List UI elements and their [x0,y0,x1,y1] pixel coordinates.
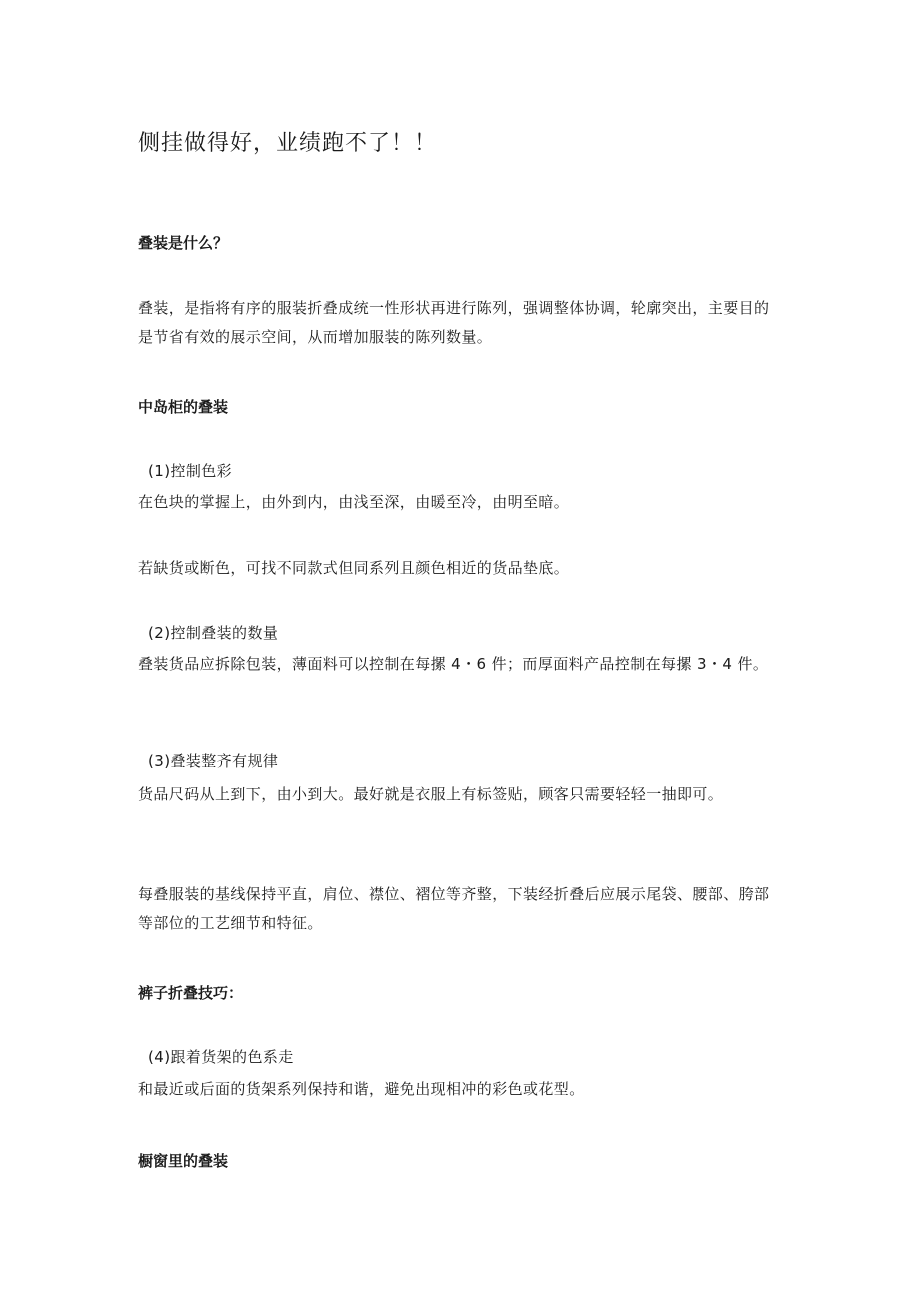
section-heading-what: 叠装是什么？ [138,234,229,252]
subheading-2: (2)控制叠装的数量 [148,624,279,642]
page-title: 侧挂做得好，业绩跑不了！！ [138,131,438,156]
subheading-3: (3)叠装整齐有规律 [148,752,279,770]
subheading-1: (1)控制色彩 [148,462,233,480]
paragraph-4: 货品尺码从上到下，由小到大。最好就是衣服上有标签贴，顾客只需要轻轻一抽即可。 [138,785,724,803]
section-heading-island: 中岛柜的叠装 [138,398,229,416]
paragraph-1: 在色块的掌握上，由外到内，由浅至深，由暖至冷，由明至暗。 [138,493,570,511]
paragraph-3: 叠装货品应拆除包装，薄面料可以控制在每摞 4・6 件；而厚面料产品控制在每摞 3・4 件。 [138,655,769,673]
paragraph-5: 每叠服装的基线保持平直，肩位、襟位、褶位等齐整，下装经折叠后应展示尾袋、腰部、胯部等部位的工艺细节和特征。 [138,885,770,932]
paragraph-2: 若缺货或断色，可找不同款式但同系列且颜色相近的货品垫底。 [138,559,570,577]
paragraph-what: 叠装，是指将有序的服装折叠成统一性形状再进行陈列，强调整体协调，轮廓突出，主要目的是节省有效的展示空间，从而增加服装的陈列数量。 [138,299,770,346]
paragraph-6: 和最近或后面的货架系列保持和谐，避免出现相冲的彩色或花型。 [138,1080,585,1098]
subheading-4: (4)跟着货架的色系走 [148,1048,294,1066]
section-heading-window: 橱窗里的叠装 [138,1152,229,1170]
section-heading-pants: 裤子折叠技巧： [138,984,244,1002]
